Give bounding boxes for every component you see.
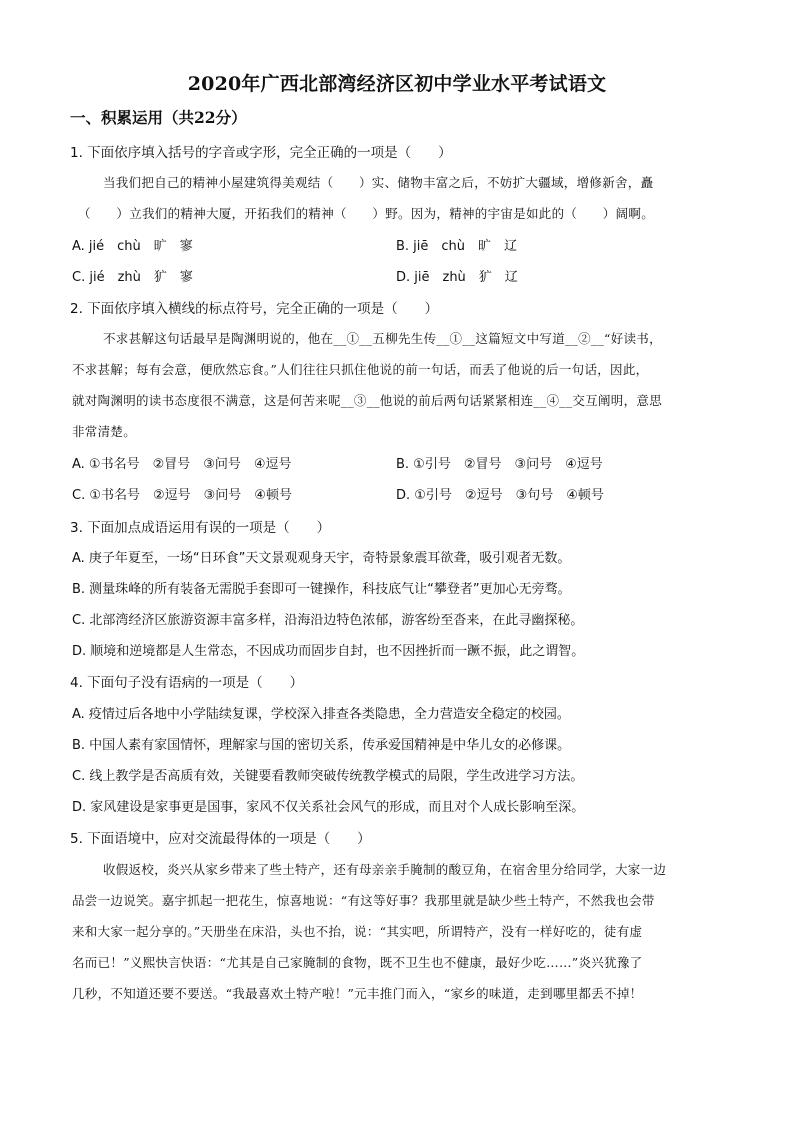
question-3-option-d: D. 顺境和逆境都是人生常态，不因成功而固步自封，也不因挫折而一蹶不振，此之谓智。 [72,644,585,659]
question-5-passage-line-1: 收假返校，炎兴从家乡带来了些土特产，还有母亲亲手腌制的酸豆角，在宿舍里分给同学，大家一边 [103,862,667,877]
question-1-option-c: C. jié zhù 犷 寥 [72,270,193,285]
question-4-option-c: C. 线上教学是否高质有效，关键要看教师突破传统教学模式的局限，学生改进学习方法。 [72,769,584,784]
question-4-option-d: D. 家风建设是家事更是国事，家风不仅关系社会风气的形成，而且对个人成长影响至深。 [72,800,585,815]
question-2-passage-line-1: 不求甚解这句话最早是陶渊明说的，他在__①__五柳先生传__①__这篇短文中写道__②__“好读书， [103,331,662,346]
question-5-stem: 5. 下面语境中，应对交流最得体的一项是（ ） [70,831,371,847]
question-1-passage-line-1: 当我们把自己的精神小屋建筑得美观结（ ）实、储物丰富之后，不妨扩大疆域，增修新舍，矗 [103,175,654,190]
question-5-passage-line-5: 几秒，不知道还要不要送。“我最喜欢土特产啦！”元丰推门而入，“家乡的味道，走到哪里都丢不掉！ [72,986,643,1001]
question-2-option-a: A. ①书名号 ②冒号 ③问号 ④逗号 [72,457,292,472]
section-heading: 一、积累运用（共22分） [70,108,247,127]
question-1-option-b: B. jiē chù 旷 辽 [396,239,518,254]
question-2-stem: 2. 下面依序填入横线的标点符号，完全正确的一项是（ ） [70,301,439,317]
question-1-stem: 1. 下面依序填入括号的字音或字形，完全正确的一项是（ ） [70,145,452,161]
question-5-passage-line-2: 品尝一边说笑。嘉宇抓起一把花生，惊喜地说：“有这等好事？我那里就是缺少些土特产，不然我也会带 [72,893,655,908]
question-3-option-c: C. 北部湾经济区旅游资源丰富多样，沿海沿边特色浓郁，游客纷至沓来，在此寻幽探秘。 [72,613,584,628]
question-1-passage-line-2: （ ）立我们的精神大厦，开拓我们的精神（ ）野。因为，精神的宇宙是如此的（ ）阔啊。 [78,206,655,221]
question-4-option-b: B. 中国人素有家国情怀，理解家与国的密切关系，传承爱国精神是中华儿女的必修课。 [72,738,571,753]
question-2-passage-line-4: 非常清楚。 [72,424,137,439]
question-2-option-b: B. ①引号 ②冒号 ③问号 ④逗号 [396,457,603,472]
question-2-passage-line-2: 不求甚解；每有会意，便欣然忘食。”人们往往只抓住他说的前一句话，而丢了他说的后一句话，因此， [72,362,649,377]
question-1-option-a: A. jié chù 旷 寥 [72,239,193,254]
question-4-option-a: A. 疫情过后各地中小学陆续复课，学校深入排查各类隐患，全力营造安全稳定的校园。 [72,707,570,722]
question-3-option-b: B. 测量珠峰的所有装备无需脱手套即可一键操作，科技底气让“攀登者”更加心无旁骛。 [72,582,571,597]
page-title: 2020年广西北部湾经济区初中学业水平考试语文 [187,73,607,95]
question-4-stem: 4. 下面句子没有语病的一项是（ ） [70,675,304,691]
question-3-option-a: A. 庚子年夏至，一场“日环食”天文景观观身天宇，奇特景象震耳欲聋，吸引观者无数。 [72,551,571,566]
question-5-passage-line-4: 名而已！”义熙快言快语：“尤其是自己家腌制的食物，既不卫生也不健康，最好少吃……”炎兴犹豫了 [72,955,643,970]
question-2-option-d: D. ①引号 ②逗号 ③句号 ④顿号 [396,488,604,503]
question-5-passage-line-3: 来和大家一起分享的。”天册坐在床沿，头也不抬，说：“其实吧，所谓特产，没有一样好吃的，徒有虚 [72,924,643,939]
question-2-passage-line-3: 就对陶渊明的读书态度很不满意，这是何苦来呢__③__他说的前后两句话紧紧相连__④__交互阐明，意思 [72,393,663,408]
question-2-option-c: C. ①书名号 ②逗号 ③问号 ④顿号 [72,488,292,503]
question-1-option-d: D. jiē zhù 犷 辽 [396,270,518,285]
question-3-stem: 3. 下面加点成语运用有误的一项是（ ） [70,520,331,536]
